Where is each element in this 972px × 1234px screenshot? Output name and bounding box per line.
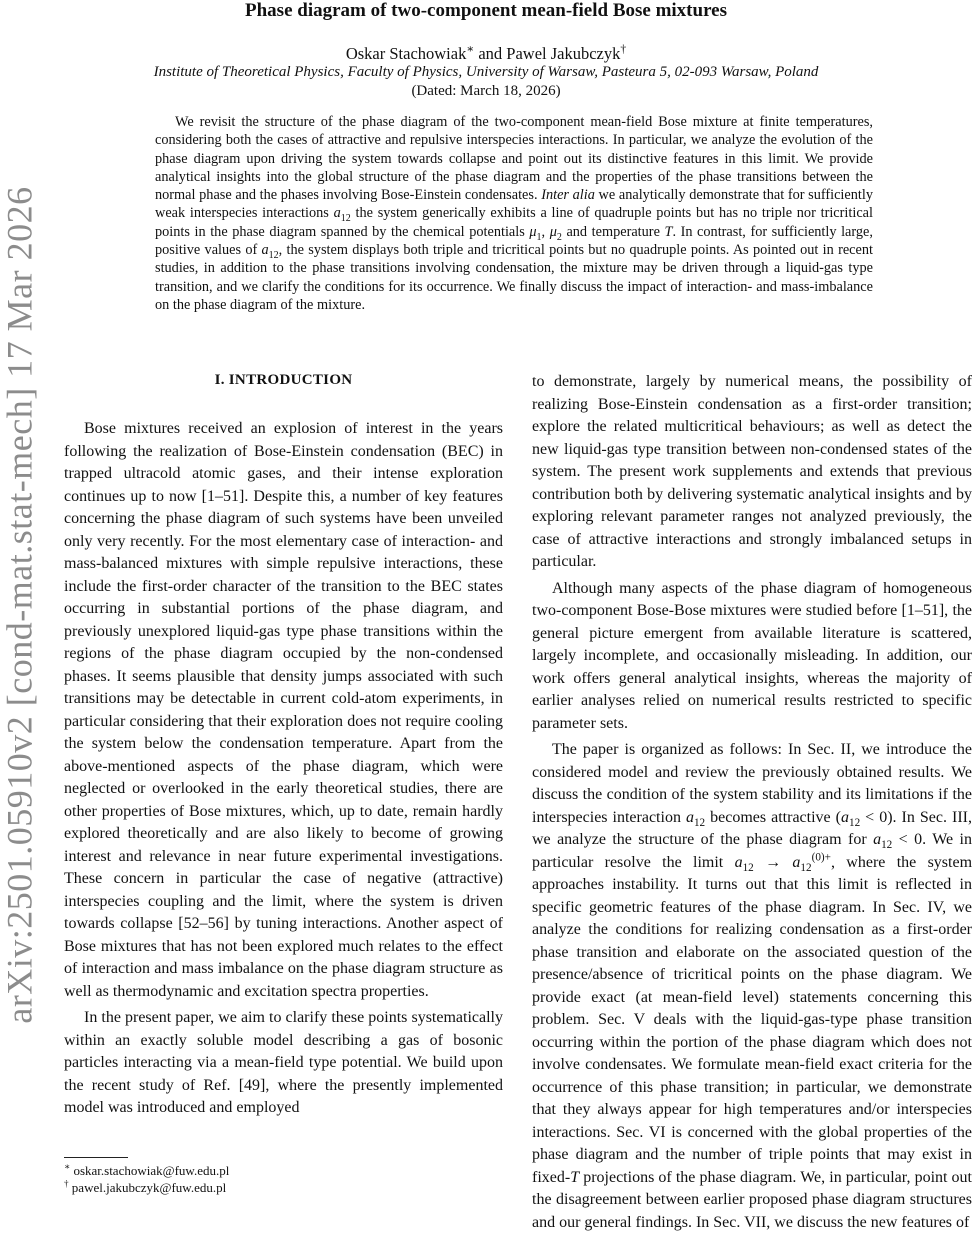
author-1-mark: ∗ (466, 43, 475, 56)
affiliation: Institute of Theoretical Physics, Faculty of Physics, University of Warsaw, Pasteura 5, 02-093 Warsaw, Poland (153, 64, 819, 80)
arxiv-identifier-text: arXiv:2501.05910v2 [cond-mat.stat-mech] 17 Mar 2026 (0, 186, 40, 1024)
author-2: Pawel Jakubczyk (506, 44, 621, 63)
footnote-2-mark: † (64, 1178, 69, 1189)
footnote-1-email: oskar.stachowiak@fuw.edu.pl (73, 1163, 230, 1178)
math-symbol: a (261, 242, 269, 259)
intro-paragraph-1: Bose mixtures received an explosion of interest in the years following the realization of Bose-Einstein condensation (BEC) in trapped ultracold atomic gases, and their intense exploration continues up to now [1–51]. Despite this, a number of key features concerning the phase diagram of such systems have been unveiled only very recently. For the most elementary case of interaction- and mass-balanced mixtures with simple repulsive interactions, these include the first-order character of the transition to the BEC states occurring in substantial portions of the phase diagram, and previously unexplored liquid-gas type phase transitions within the regions of the phase diagram occupied by the non-condensed phases. It seems plausible that density jumps associated with such transitions may be detectable in current cold-atom experiments, in particular considering that their exploration does not require cooling the system below the condensation temperature. Apart from the above-mentioned aspects of the phase diagram, which were neglected or overlooked in the early theoretical studies, there are other properties of Bose mixtures, which, up to date, remain hardly explored theoretically and are also likely to become of growing interest and relevance in near future experimental investigations. These concern in particular the case of negative (attractive) interspecies coupling and the limit, where the system is driven towards collapse [52–56] by tuning interactions. Another aspect of Bose mixtures that has not been explored much relates to the effect of interaction and mass imbalance on the phase diagram structure as well as thermodynamic and excitation spectra properties. (64, 420, 503, 1000)
left-column (64, 418, 503, 1120)
right-column (532, 371, 972, 1234)
right-paragraph-continued: to demonstrate, largely by numerical means, the possibility of realizing Bose-Einstein condensation as a first-order transition; explore the related multicritical behaviours; as well as detect the new liquid-gas type transition between non-condensed states of the system. The present work supplements and extends that previous contribution both by delivering systematic analytical insights and by exploring relevant parameter ranges not analyzed previously, the case of attractive interactions and strongly imbalanced setups in particular. (532, 373, 972, 570)
paper-title: Phase diagram of two-component mean-field Bose mixtures (245, 0, 727, 21)
intro-paragraph-2: In the present paper, we aim to clarify these points systematically within an exactly soluble model describing a gas of bosonic particles interacting via a mean-field type potential. We build upon the recent study of Ref. [49], where the presently implemented model was introduced and employed (64, 1009, 503, 1116)
math-symbol: a (792, 853, 801, 871)
math-symbol: a (685, 808, 694, 826)
footnote-rule (64, 1157, 128, 1158)
section-heading-introduction: I. INTRODUCTION (214, 372, 353, 388)
author-2-mark: † (620, 43, 627, 56)
math-symbol: a (333, 205, 341, 222)
author-line (0, 44, 972, 64)
math-symbol: T (664, 223, 673, 240)
math-symbol: a (873, 831, 882, 848)
right-paragraph-2: Although many aspects of the phase diagram of homogeneous two-component Bose-Bose mixtures were studied before [1–51], the general picture emergent from available literature is scattered, largely incomplete, and occasionally misleading. In addition, our work offers general analytical insights, whereas the majority of earlier analyses relied on numerical results restricted to specific parameter sets. (532, 579, 972, 732)
footnote-1-mark: ∗ (64, 1161, 71, 1172)
math-symbol: T (570, 1168, 580, 1186)
author-1: Oskar Stachowiak (345, 44, 467, 63)
date-line: (Dated: March 18, 2026) (411, 83, 561, 99)
arxiv-side-identifier (0, 186, 40, 1024)
author-separator: and (474, 44, 507, 63)
footnote-2 (64, 1180, 226, 1195)
abstract: We revisit the structure of the phase diagram of the two-component mean-field Bose mixture at finite temperatures, considering both the cases of attractive and repulsive interspecies interactions. In particular, we analyze the evolution of the phase diagram upon driving the system towards collapse and point out its distinctive features in this limit. We provide analytical insights into the global structure of the phase diagram and the properties of the phase transitions between the normal phase and the phases involving Bose-Einstein condensates. Inter alia we analytically demonstrate that for sufficiently weak interspecies interactions $a_{12}$ the system generically exhibits a line of quadruple points but has no triple nor tricritical points in the phase diagram spanned by the chemical potentials $\mu_1$, $\mu_2$ and temperature T. In contrast, for sufficiently large, positive values of $a_{12}$, the system displays both triple and tricritical points but no quadruple points. As pointed out in recent studies, in addition to the phase transitions involving condensation, the mixture may be driven through a liquid-gas type transition, and we clarify the conditions for its occurrence. We finally discuss the impact of interaction- and mass-imbalance on the phase diagram of the mixture. (155, 114, 873, 313)
right-paragraph-3: The paper is organized as follows: In Sec. II, we introduce the considered model and review the previously obtained results. We discuss the condition of the system stability and its limitations if the interspecies interaction $a_{12}$ becomes attractive $(a_{12} < 0)$. In Sec. III, we analyze the structure of the phase diagram for $a_{12} < 0$. We in particular resolve the limit $a_{12} \to a_{12}^{(0)+}$, where the system approaches instability. It turns out that this limit is reflected in specific geometric features of the phase diagram. In Sec. IV, we analyze the conditions for realizing condensation as a first-order phase transition and elaborate on the associated question of the presence/absence of tricritical points on the phase diagram. We provide exact (at mean-field level) statements concerning this problem. Sec. V deals with the liquid-gas-type phase transition occurring within the portion of the phase diagram which does not involve condensates. We formulate mean-field exact criteria for the occurrence of this phase transition; in particular, we demonstrate that they always appear for high temperatures and/or interspecies interactions. Sec. VI is concerned with the global properties of the phase diagram and the number of triple points that may exist in fixed-T projections of the phase diagram. We, in particular, point out the disagreement between earlier proposed phase diagram structures and our general findings. In Sec. VII, we discuss the new features of (532, 741, 972, 1231)
footnote-2-email: pawel.jakubczyk@fuw.edu.pl (71, 1180, 227, 1195)
abstract-italic-phrase: Inter alia (541, 187, 595, 204)
math-symbol: μ (549, 223, 557, 240)
math-symbol: a (734, 853, 743, 871)
math-symbol: μ (529, 223, 537, 240)
math-symbol: a (840, 808, 849, 826)
footnote-1 (64, 1163, 229, 1178)
